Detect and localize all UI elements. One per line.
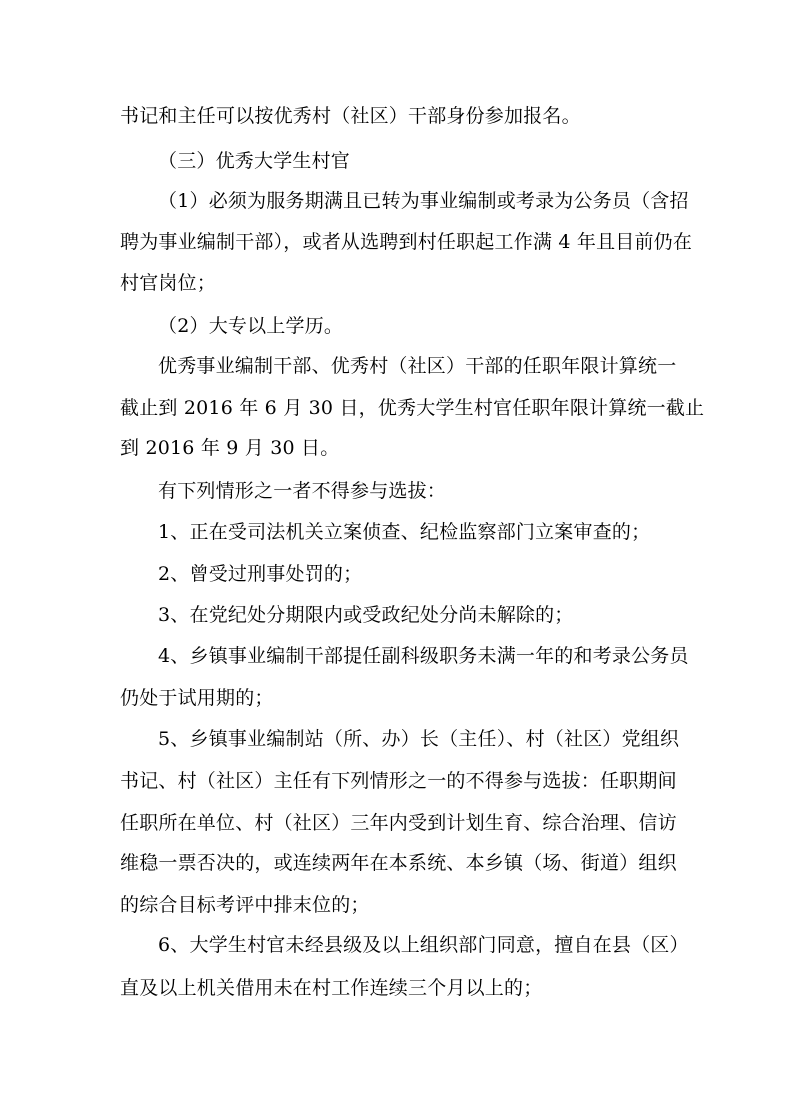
section-heading: （三）优秀大学生村官 [158, 150, 351, 172]
list-item: 2、曾受过刑事处罚的； [158, 563, 363, 585]
text-line: 到 2016 年 9 月 30 日。 [120, 437, 340, 459]
text-line: 书记和主任可以按优秀村（社区）干部身份参加报名。 [120, 105, 581, 127]
text-line: 村官岗位； [120, 272, 217, 294]
text-line: 聘为事业编制干部），或者从选聘到村任职起工作满 4 年且目前仍在 [120, 231, 693, 253]
list-item: 3、在党纪处分期限内或受政纪处分尚未解除的； [158, 604, 574, 626]
text-line: 书记、村（社区）主任有下列情形之一的不得参与选拔：任职期间 [120, 770, 677, 792]
text-line: 任职所在单位、村（社区）三年内受到计划生育、综合治理、信访 [120, 812, 677, 834]
text-line: 优秀事业编制干部、优秀村（社区）干部的任职年限计算统一 [158, 355, 677, 377]
text-line: 维稳一票否决的，或连续两年在本系统、本乡镇（场、街道）组织 [120, 852, 677, 874]
text-line: 仍处于试用期的； [120, 687, 274, 709]
list-item: 1、正在受司法机关立案侦查、纪检监察部门立案审查的； [158, 521, 651, 543]
text-line: （2）大专以上学历。 [158, 315, 344, 337]
list-item: 4、乡镇事业编制干部提任副科级职务未满一年的和考录公务员 [158, 645, 689, 667]
text-line: 截止到 2016 年 6 月 30 日，优秀大学生村官任职年限计算统一截止 [120, 397, 705, 419]
text-line: （1）必须为服务期满且已转为事业编制或考录为公务员（含招 [158, 190, 689, 212]
list-item: 6、大学生村官未经县级及以上组织部门同意，擅自在县（区） [158, 934, 689, 956]
text-line: 有下列情形之一者不得参与选拔： [158, 480, 447, 502]
text-line: 直及以上机关借用未在村工作连续三个月以上的； [120, 977, 543, 999]
text-line: 的综合目标考评中排末位的； [120, 894, 370, 916]
list-item: 5、乡镇事业编制站（所、办）长（主任）、村（社区）党组织 [158, 728, 680, 750]
